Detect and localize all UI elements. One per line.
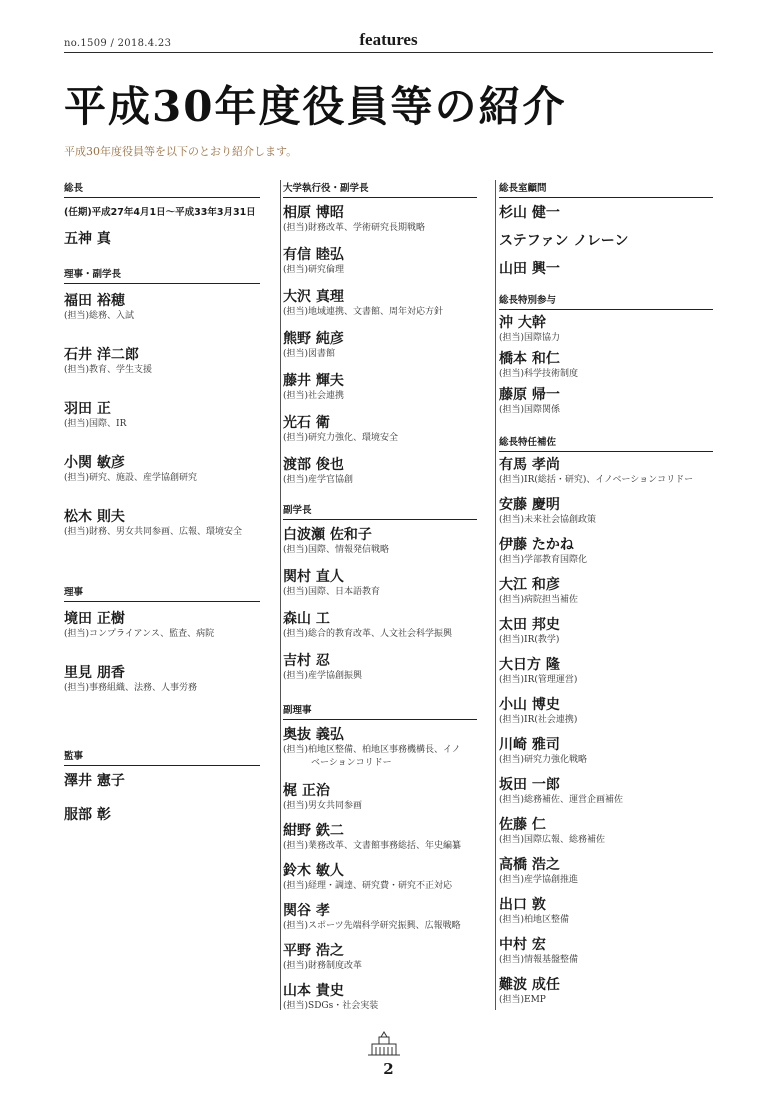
issue-info: no.1509 / 2018.4.23 (64, 38, 172, 49)
person-entry (499, 456, 693, 487)
person-role: (担当)IR(総括・研究)、イノベーションコリドー (499, 475, 694, 485)
section-label: 総長 (64, 180, 260, 198)
auditors-section (64, 748, 260, 823)
person-entry (283, 568, 380, 599)
person-name: 山田 興一 (499, 261, 560, 277)
person-role: (担当)研究倫理 (283, 265, 345, 275)
person-name: 安藤 慶明 (499, 497, 560, 513)
person-role: (担当)研究力強化戦略 (499, 755, 588, 765)
special-councilors-section (499, 292, 713, 415)
person-role: (担当)SDGs・社会実装 (283, 1001, 379, 1011)
person-name: 出口 敦 (499, 897, 546, 913)
person-role: (担当)男女共同参画 (283, 801, 363, 811)
person-entry (64, 508, 242, 539)
section-label: 監事 (64, 748, 260, 766)
person-entry (283, 288, 443, 319)
person-role: (担当)研究、施設、産学協創研究 (64, 473, 198, 483)
person-role: (担当)経理・調達、研究費・研究不正対応 (283, 881, 453, 891)
person-role: (担当)産学協創推進 (499, 875, 579, 885)
person-entry (499, 776, 623, 807)
person-name: 小関 敏彦 (64, 455, 125, 471)
person-entry (283, 902, 461, 933)
person-name: 平野 浩之 (283, 943, 344, 959)
person-role: (担当)情報基盤整備 (499, 955, 579, 965)
person-role-continued: ベーションコリドー (311, 758, 392, 768)
person-name: 石井 洋二郎 (64, 347, 139, 363)
person-name: 大江 和彦 (499, 577, 560, 593)
person-entry (283, 982, 378, 1013)
person-role: (担当)EMP (499, 995, 546, 1005)
person-name: 奥抜 義弘 (283, 727, 344, 743)
person-name: 紺野 鉄二 (283, 823, 344, 839)
exec-vp-section (64, 266, 260, 537)
person-name: 相原 博昭 (283, 205, 344, 221)
page-header (64, 28, 713, 53)
person-name: 里見 朋香 (64, 665, 125, 681)
person-name: 山本 貴史 (283, 983, 344, 999)
person-name: 大日方 隆 (499, 657, 560, 673)
person-name: 佐藤 仁 (499, 817, 546, 833)
person-role: (担当)国際関係 (499, 405, 561, 415)
person-name: 難波 成任 (499, 977, 560, 993)
person-entry (283, 942, 362, 973)
advisors-section (499, 180, 713, 277)
person-name: 福田 裕穂 (64, 293, 125, 309)
person-entry (64, 454, 197, 485)
person-entry (499, 856, 578, 887)
person-name: 沖 大幹 (499, 315, 546, 331)
person-role: (担当)財務制度改革 (283, 961, 363, 971)
person-name: 伊藤 たかね (499, 537, 574, 553)
person-entry (499, 976, 560, 1007)
page-number: 2 (383, 1060, 394, 1078)
person-name: 杉山 健一 (499, 205, 560, 221)
person-role: (担当)総合的教育改革、人文社会科学振興 (283, 629, 453, 639)
person-name: 五神 真 (64, 231, 111, 247)
person-role: (担当)病院担当補佐 (499, 595, 579, 605)
person-entry (64, 664, 197, 695)
column-divider (495, 180, 496, 1010)
person-name: 中村 宏 (499, 937, 546, 953)
person-entry (499, 616, 560, 647)
person-name: 鈴木 敏人 (283, 863, 344, 879)
page-subtitle: 平成30年度役員等を以下のとおり紹介します。 (64, 145, 298, 158)
person-entry (283, 822, 461, 853)
person-role: (担当)教育、学生支援 (64, 365, 153, 375)
person-role: (担当)スポーツ先端科学研究振興、広報戦略 (283, 921, 461, 931)
exec-officers-section (283, 180, 477, 485)
person-name: 梶 正治 (283, 783, 330, 799)
section-label: 総長特任補佐 (499, 434, 713, 452)
person-name: 坂田 一郎 (499, 777, 560, 793)
person-name: 森山 工 (283, 611, 330, 627)
person-entry (283, 414, 398, 445)
vice-directors-section (283, 702, 477, 1011)
person-entry (283, 204, 425, 235)
person-name: 境田 正樹 (64, 611, 125, 627)
person-entry (499, 896, 569, 927)
section-name: features (359, 30, 418, 49)
person-entry (499, 350, 578, 381)
person-entry (283, 246, 344, 277)
column-divider (280, 180, 281, 1010)
person-name: 小山 博史 (499, 697, 560, 713)
person-role: (担当)総務補佐、運営企画補佐 (499, 795, 624, 805)
person-entry (283, 652, 362, 683)
term-of-office: (任期)平成27年4月1日～平成33年3月31日 (64, 207, 256, 218)
person-name: 高橋 浩之 (499, 857, 560, 873)
person-role: (担当)財務改革、学術研究長期戦略 (283, 223, 426, 233)
section-label: 副学長 (283, 502, 477, 520)
person-name: 藤原 帰一 (499, 387, 560, 403)
person-entry (499, 816, 605, 847)
person-name: 松木 則夫 (64, 509, 125, 525)
person-name: 有信 睦弘 (283, 247, 344, 263)
person-role: (担当)国際協力 (499, 333, 561, 343)
person-name: 橋本 和仁 (499, 351, 560, 367)
person-entry (64, 400, 126, 431)
person-entry (283, 526, 389, 557)
person-role: (担当)図書館 (283, 349, 336, 359)
person-entry (499, 314, 560, 345)
person-entry (64, 346, 152, 377)
yasuda-auditorium-icon (366, 1030, 402, 1058)
person-role: (担当)国際、日本語教育 (283, 587, 381, 597)
special-assistants-section (499, 434, 713, 1005)
person-role: (担当)財務、男女共同参画、広報、環境安全 (64, 527, 243, 537)
section-label: 総長特別参与 (499, 292, 713, 310)
person-role: (担当)国際、IR (64, 419, 127, 429)
person-entry (283, 782, 362, 813)
person-entry (283, 330, 344, 361)
person-entry (283, 372, 344, 403)
person-role: (担当)柏地区整備 (499, 915, 570, 925)
person-role: (担当)社会連携 (283, 391, 345, 401)
person-entry (64, 292, 134, 323)
person-entry (64, 610, 214, 641)
person-entry (499, 576, 578, 607)
person-role: (担当)産学協創振興 (283, 671, 363, 681)
person-entry (499, 936, 578, 967)
person-name: 澤井 憲子 (64, 773, 125, 789)
person-role: (担当)国際広報、総務補佐 (499, 835, 606, 845)
section-label: 大学執行役・副学長 (283, 180, 477, 198)
person-name: 羽田 正 (64, 401, 111, 417)
person-role: (担当)学部教育国際化 (499, 555, 588, 565)
person-role: (担当)総務、入試 (64, 311, 135, 321)
person-name: 熊野 純彦 (283, 331, 344, 347)
person-role: (担当)事務組織、法務、人事労務 (64, 683, 198, 693)
president-section (64, 180, 260, 248)
person-role: (担当)IR(社会連携) (499, 715, 578, 725)
person-role: (担当)未来社会協創政策 (499, 515, 597, 525)
section-label: 理事 (64, 584, 260, 602)
person-entry (499, 656, 577, 687)
person-entry (283, 862, 452, 893)
person-entry (499, 386, 560, 417)
person-role: (担当)科学技術制度 (499, 369, 579, 379)
person-entry (499, 496, 596, 527)
person-name: 関谷 孝 (283, 903, 330, 919)
person-entry (283, 726, 460, 770)
person-name: 川崎 雅司 (499, 737, 560, 753)
person-role: (担当)研究力強化、環境安全 (283, 433, 399, 443)
person-name: ステファン ノレーン (499, 233, 629, 249)
section-label: 総長室顧問 (499, 180, 713, 198)
person-entry (283, 610, 452, 641)
person-name: 白波瀬 佐和子 (283, 527, 372, 543)
person-name: 有馬 孝尚 (499, 457, 560, 473)
page-title: 平成30年度役員等の紹介 (64, 82, 567, 131)
section-label: 副理事 (283, 702, 477, 720)
person-role: (担当)業務改革、文書館事務総括、年史編纂 (283, 841, 462, 851)
person-name: 光石 衛 (283, 415, 330, 431)
person-entry (499, 736, 587, 767)
person-role: (担当)地域連携、文書館、周年対応方針 (283, 307, 444, 317)
section-label: 理事・副学長 (64, 266, 260, 284)
person-role: (担当)国際、情報発信戦略 (283, 545, 390, 555)
person-name: 渡部 俊也 (283, 457, 344, 473)
person-entry (499, 536, 587, 567)
person-role: (担当)産学官協創 (283, 475, 354, 485)
person-entry (283, 456, 353, 487)
person-role: (担当)IR(管理運営) (499, 675, 578, 685)
person-entry (499, 696, 577, 727)
directors-section (64, 584, 260, 693)
person-role: (担当)柏地区整備、柏地区事務機構長、イノ (283, 745, 461, 755)
person-name: 大沢 真理 (283, 289, 344, 305)
person-role: (担当)IR(教学) (499, 635, 560, 645)
person-name: 吉村 忍 (283, 653, 330, 669)
person-role: (担当)コンプライアンス、監査、病院 (64, 629, 215, 639)
person-name: 藤井 輝夫 (283, 373, 344, 389)
person-name: 太田 邦史 (499, 617, 560, 633)
person-name: 関村 直人 (283, 569, 344, 585)
vice-presidents-section (283, 502, 477, 681)
person-name: 服部 彰 (64, 807, 111, 823)
